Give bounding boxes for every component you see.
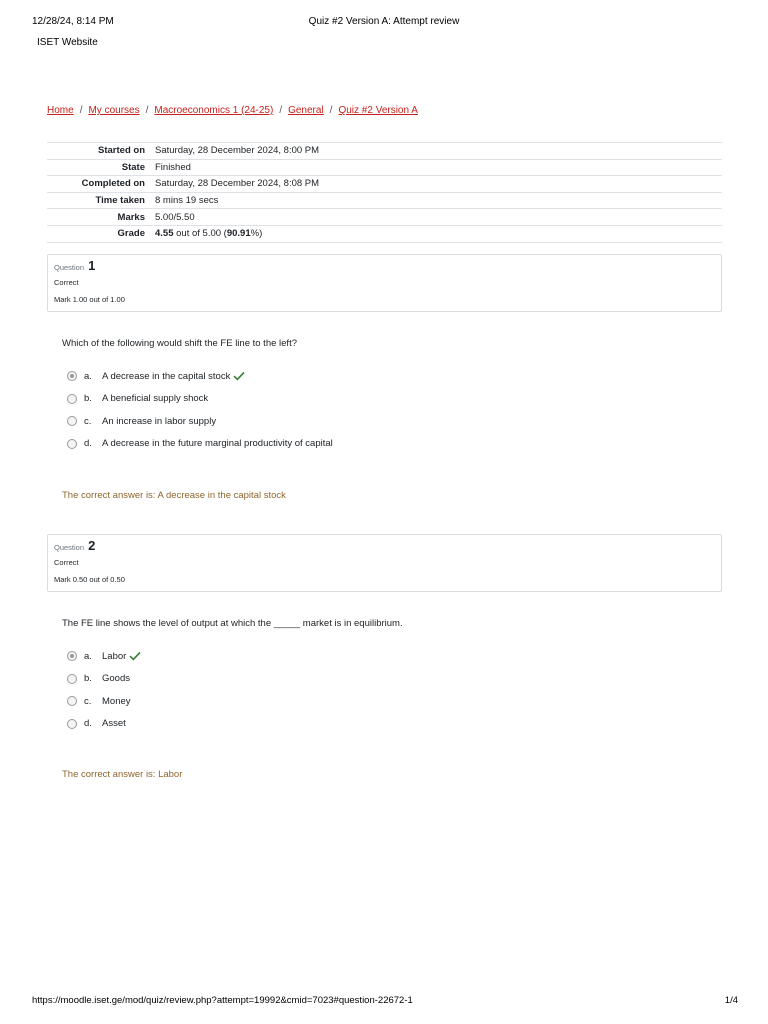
breadcrumb-home[interactable]: Home: [47, 105, 74, 116]
breadcrumb-separator: /: [279, 105, 283, 116]
answer-option: [67, 410, 667, 433]
site-name[interactable]: ISET Website: [37, 37, 98, 48]
question-info-box: [47, 534, 722, 592]
answer-letter: b.: [84, 673, 92, 685]
print-url: https://moodle.iset.ge/mod/quiz/review.php?attempt=19992&cmid=7023#question-22672-1: [32, 995, 413, 1006]
answer-radio[interactable]: [67, 674, 77, 684]
question-text: The FE line shows the level of output at which the _____ market is in equilibrium.: [62, 618, 403, 629]
answer-text: Money: [102, 695, 131, 707]
summary-label: Marks: [117, 211, 145, 223]
print-date: 12/28/24, 8:14 PM: [32, 16, 114, 27]
answer-letter: c.: [84, 415, 92, 427]
question-grade: Mark 1.00 out of 1.00: [54, 295, 125, 304]
answer-letter: b.: [84, 393, 92, 405]
answer-radio[interactable]: [67, 439, 77, 449]
print-page-number: 1/4: [724, 995, 738, 1006]
question-info-box: [47, 254, 722, 312]
answer-radio[interactable]: [67, 719, 77, 729]
answer-text: Labor: [102, 650, 127, 662]
answer-radio[interactable]: [67, 696, 77, 706]
answer-option: [67, 388, 667, 411]
print-page-title: Quiz #2 Version A: Attempt review: [308, 16, 460, 27]
answer-letter: c.: [84, 695, 92, 707]
breadcrumb-quiz[interactable]: Quiz #2 Version A: [338, 105, 418, 116]
breadcrumb-separator: /: [145, 105, 149, 116]
breadcrumb-my-courses[interactable]: My courses: [88, 105, 140, 116]
question-text: Which of the following would shift the FE line to the left?: [62, 338, 297, 349]
answer-radio[interactable]: [67, 651, 77, 661]
answer-text: A beneficial supply shock: [102, 393, 209, 405]
summary-value: 8 mins 19 secs: [155, 195, 219, 207]
summary-label: Started on: [98, 145, 145, 157]
question-number: 1: [88, 258, 96, 273]
question-prefix: Question: [54, 263, 85, 272]
answer-text: An increase in labor supply: [102, 415, 217, 427]
summary-label: Time taken: [95, 195, 145, 207]
answer-option: [67, 645, 667, 668]
question-number-line: [54, 539, 715, 555]
question-prefix: Question: [54, 543, 85, 552]
summary-row-completed: [47, 176, 722, 193]
question-state: Correct: [54, 278, 79, 287]
breadcrumb-course[interactable]: Macroeconomics 1 (24-25): [154, 105, 274, 116]
summary-value: Saturday, 28 December 2024, 8:08 PM: [155, 178, 320, 190]
breadcrumb-separator: /: [79, 105, 83, 116]
right-answer-feedback: The correct answer is: A decrease in the capital stock: [62, 490, 286, 501]
answer-radio[interactable]: [67, 371, 77, 381]
answer-list: [67, 365, 667, 455]
breadcrumb: [47, 105, 728, 116]
breadcrumb-separator: /: [329, 105, 333, 116]
answer-text: A decrease in the capital stock: [102, 370, 231, 382]
attempt-summary-table: [47, 142, 722, 243]
summary-value: Finished: [155, 161, 191, 173]
answer-option: [67, 433, 667, 456]
answer-letter: d.: [84, 718, 92, 730]
breadcrumb-section[interactable]: General: [288, 105, 324, 116]
question-number: 2: [88, 538, 96, 553]
summary-row-marks: [47, 209, 722, 226]
answer-text: Asset: [102, 718, 126, 730]
grade-out-of: out of 5.00 (: [173, 228, 227, 240]
answer-option: [67, 668, 667, 691]
right-answer-feedback: The correct answer is: Labor: [62, 769, 183, 780]
summary-label: State: [121, 161, 145, 173]
answer-text: A decrease in the future marginal productivity of capital: [102, 438, 333, 450]
answer-letter: a.: [84, 370, 92, 382]
question-number-line: [54, 259, 715, 275]
summary-value: [151, 225, 722, 242]
summary-row-started: [47, 143, 722, 160]
grade-suffix: %): [250, 228, 263, 240]
answer-list: [67, 645, 667, 735]
answer-option: [67, 690, 667, 713]
summary-value: 5.00/5.50: [155, 211, 195, 223]
answer-radio[interactable]: [67, 416, 77, 426]
answer-text: Goods: [102, 673, 130, 685]
print-header: [32, 16, 736, 32]
summary-value: Saturday, 28 December 2024, 8:00 PM: [155, 145, 320, 157]
grade-percent: 90.91: [226, 228, 251, 240]
summary-label: Grade: [117, 228, 145, 240]
question-grade: Mark 0.50 out of 0.50: [54, 575, 125, 584]
answer-option: [67, 713, 667, 736]
summary-label: Completed on: [81, 178, 145, 190]
summary-row-time-taken: [47, 192, 722, 209]
grade-score: 4.55: [155, 228, 174, 240]
correct-check-icon: [129, 651, 141, 661]
answer-option: [67, 365, 667, 388]
answer-letter: a.: [84, 650, 92, 662]
summary-row-grade: [47, 225, 722, 242]
correct-check-icon: [233, 371, 245, 381]
question-state: Correct: [54, 558, 79, 567]
answer-radio[interactable]: [67, 394, 77, 404]
summary-row-state: [47, 159, 722, 176]
answer-letter: d.: [84, 438, 92, 450]
